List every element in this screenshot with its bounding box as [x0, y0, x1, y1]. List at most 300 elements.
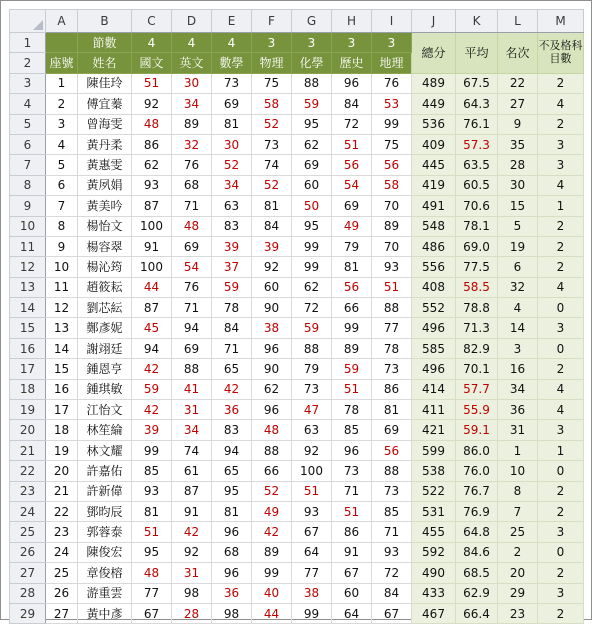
- cell-total[interactable]: 411: [412, 400, 456, 420]
- cell-score[interactable]: 73: [372, 481, 412, 501]
- cell-rank[interactable]: 9: [498, 114, 538, 134]
- cell-score[interactable]: 69: [332, 196, 372, 216]
- cell-score[interactable]: 51: [132, 522, 172, 542]
- row-header[interactable]: 20: [10, 420, 46, 440]
- cell-score[interactable]: 59: [292, 318, 332, 338]
- cell-score[interactable]: 79: [332, 236, 372, 256]
- cell-score[interactable]: 93: [372, 542, 412, 562]
- cell-name[interactable]: 鍾恩亨: [78, 359, 132, 379]
- cell-subject-chinese[interactable]: 國文: [132, 53, 172, 73]
- cell-score[interactable]: 83: [212, 216, 252, 236]
- cell-fail-count[interactable]: 4: [538, 400, 584, 420]
- cell-rank[interactable]: 5: [498, 216, 538, 236]
- cell-fail-count[interactable]: 2: [538, 481, 584, 501]
- cell-seat[interactable]: 2: [46, 94, 78, 114]
- cell-score[interactable]: 76: [172, 277, 212, 297]
- cell-average[interactable]: 64.3: [456, 94, 498, 114]
- cell-rank-header[interactable]: 名次: [498, 33, 538, 74]
- column-header-k[interactable]: K: [456, 10, 498, 33]
- cell-seat[interactable]: 21: [46, 481, 78, 501]
- cell-score[interactable]: 56: [372, 155, 412, 175]
- cell-score[interactable]: 63: [212, 196, 252, 216]
- cell-score[interactable]: 71: [332, 481, 372, 501]
- cell-total[interactable]: 421: [412, 420, 456, 440]
- cell-score[interactable]: 89: [172, 114, 212, 134]
- cell-seat[interactable]: 13: [46, 318, 78, 338]
- cell-score[interactable]: 50: [292, 196, 332, 216]
- cell-score[interactable]: 91: [172, 501, 212, 521]
- cell-total[interactable]: 496: [412, 359, 456, 379]
- cell-total-header[interactable]: 總分: [412, 33, 456, 74]
- cell-seat[interactable]: 5: [46, 155, 78, 175]
- cell-score[interactable]: 93: [292, 501, 332, 521]
- cell-average[interactable]: 59.1: [456, 420, 498, 440]
- cell-average[interactable]: 57.3: [456, 134, 498, 154]
- cell-fail-count[interactable]: 2: [538, 73, 584, 93]
- cell-rank[interactable]: 1: [498, 440, 538, 460]
- cell-score[interactable]: 95: [212, 481, 252, 501]
- cell-score[interactable]: 64: [332, 603, 372, 623]
- cell-score[interactable]: 90: [252, 359, 292, 379]
- cell-rank[interactable]: 28: [498, 155, 538, 175]
- cell-seat[interactable]: 4: [46, 134, 78, 154]
- cell-score[interactable]: 49: [332, 216, 372, 236]
- cell-score[interactable]: 99: [332, 318, 372, 338]
- cell-fail-count[interactable]: 0: [538, 461, 584, 481]
- cell-score[interactable]: 48: [252, 420, 292, 440]
- cell-score[interactable]: 88: [292, 73, 332, 93]
- row-header[interactable]: 22: [10, 461, 46, 481]
- column-header-m[interactable]: M: [538, 10, 584, 33]
- cell-total[interactable]: 445: [412, 155, 456, 175]
- cell-score[interactable]: 96: [212, 522, 252, 542]
- cell-total[interactable]: 585: [412, 338, 456, 358]
- cell-total[interactable]: 592: [412, 542, 456, 562]
- cell-score[interactable]: 58: [252, 94, 292, 114]
- cell-periods-chemistry[interactable]: 3: [292, 33, 332, 53]
- cell-score[interactable]: 100: [132, 216, 172, 236]
- cell-name[interactable]: 林文耀: [78, 440, 132, 460]
- cell-score[interactable]: 51: [332, 501, 372, 521]
- cell-name[interactable]: 江怡文: [78, 400, 132, 420]
- cell-name[interactable]: 楊怡文: [78, 216, 132, 236]
- cell-name[interactable]: 游重雲: [78, 583, 132, 603]
- column-header-g[interactable]: G: [292, 10, 332, 33]
- cell-name[interactable]: 鍾琪敏: [78, 379, 132, 399]
- cell-score[interactable]: 84: [252, 216, 292, 236]
- cell-score[interactable]: 91: [332, 542, 372, 562]
- cell-score[interactable]: 90: [252, 298, 292, 318]
- row-header[interactable]: 8: [10, 175, 46, 195]
- cell-score[interactable]: 94: [212, 440, 252, 460]
- row-header[interactable]: 27: [10, 563, 46, 583]
- cell-score[interactable]: 73: [212, 73, 252, 93]
- cell-score[interactable]: 53: [372, 94, 412, 114]
- cell-score[interactable]: 88: [372, 298, 412, 318]
- cell-average[interactable]: 70.1: [456, 359, 498, 379]
- cell-score[interactable]: 96: [252, 338, 292, 358]
- cell-subject-history[interactable]: 歷史: [332, 53, 372, 73]
- cell-average[interactable]: 76.0: [456, 461, 498, 481]
- cell-total[interactable]: 556: [412, 257, 456, 277]
- cell-score[interactable]: 51: [132, 73, 172, 93]
- cell-score[interactable]: 45: [132, 318, 172, 338]
- row-header[interactable]: 9: [10, 196, 46, 216]
- row-header[interactable]: 26: [10, 542, 46, 562]
- cell-name[interactable]: 趙筱耘: [78, 277, 132, 297]
- cell-rank[interactable]: 29: [498, 583, 538, 603]
- cell-score[interactable]: 44: [252, 603, 292, 623]
- cell-score[interactable]: 42: [132, 400, 172, 420]
- cell-subject-english[interactable]: 英文: [172, 53, 212, 73]
- cell-average-header[interactable]: 平均: [456, 33, 498, 74]
- cell-score[interactable]: 99: [372, 114, 412, 134]
- cell-average[interactable]: 70.6: [456, 196, 498, 216]
- cell-score[interactable]: 81: [212, 501, 252, 521]
- cell-score[interactable]: 69: [372, 420, 412, 440]
- cell-name[interactable]: 鄭彥妮: [78, 318, 132, 338]
- column-header-l[interactable]: L: [498, 10, 538, 33]
- cell-score[interactable]: 51: [332, 134, 372, 154]
- cell-score[interactable]: 92: [292, 440, 332, 460]
- cell-score[interactable]: 88: [172, 359, 212, 379]
- row-header[interactable]: 12: [10, 257, 46, 277]
- cell-name[interactable]: 黃美吟: [78, 196, 132, 216]
- cell-score[interactable]: 99: [132, 440, 172, 460]
- cell-rank[interactable]: 14: [498, 318, 538, 338]
- cell-fail-count[interactable]: 4: [538, 94, 584, 114]
- cell-score[interactable]: 59: [292, 94, 332, 114]
- cell-rank[interactable]: 30: [498, 175, 538, 195]
- cell-fail-count-header[interactable]: 不及格科目數: [538, 33, 584, 74]
- cell-rank[interactable]: 22: [498, 73, 538, 93]
- cell-score[interactable]: 94: [172, 318, 212, 338]
- cell-score[interactable]: 48: [132, 563, 172, 583]
- cell-score[interactable]: 85: [332, 420, 372, 440]
- row-header[interactable]: 21: [10, 440, 46, 460]
- cell-score[interactable]: 47: [292, 400, 332, 420]
- cell-name[interactable]: 曾海雯: [78, 114, 132, 134]
- cell-rank[interactable]: 3: [498, 338, 538, 358]
- cell-name[interactable]: 鄧昀辰: [78, 501, 132, 521]
- cell-seat[interactable]: 9: [46, 236, 78, 256]
- cell-score[interactable]: 52: [212, 155, 252, 175]
- column-header-e[interactable]: E: [212, 10, 252, 33]
- cell-name[interactable]: 陳佳玲: [78, 73, 132, 93]
- cell-score[interactable]: 79: [292, 359, 332, 379]
- cell-score[interactable]: 30: [212, 134, 252, 154]
- cell-fail-count[interactable]: 4: [538, 379, 584, 399]
- cell-score[interactable]: 65: [212, 461, 252, 481]
- cell-total[interactable]: 455: [412, 522, 456, 542]
- cell-name[interactable]: 黃惠雯: [78, 155, 132, 175]
- cell-periods-english[interactable]: 4: [172, 33, 212, 53]
- cell-rank[interactable]: 23: [498, 603, 538, 623]
- cell-subject-chemistry[interactable]: 化學: [292, 53, 332, 73]
- cell-score[interactable]: 81: [132, 501, 172, 521]
- cell-score[interactable]: 60: [332, 583, 372, 603]
- cell-seat[interactable]: 10: [46, 257, 78, 277]
- cell-rank[interactable]: 34: [498, 379, 538, 399]
- cell-score[interactable]: 81: [252, 196, 292, 216]
- cell-seat[interactable]: 14: [46, 338, 78, 358]
- cell-name[interactable]: 楊容翠: [78, 236, 132, 256]
- cell-fail-count[interactable]: 3: [538, 583, 584, 603]
- cell-score[interactable]: 62: [292, 134, 332, 154]
- cell-fail-count[interactable]: 1: [538, 196, 584, 216]
- cell-average[interactable]: 69.0: [456, 236, 498, 256]
- cell-total[interactable]: 408: [412, 277, 456, 297]
- cell-seat[interactable]: 11: [46, 277, 78, 297]
- row-header[interactable]: 19: [10, 400, 46, 420]
- cell-fail-count[interactable]: 3: [538, 318, 584, 338]
- row-header[interactable]: 10: [10, 216, 46, 236]
- cell-fail-count[interactable]: 1: [538, 440, 584, 460]
- cell-periods-history[interactable]: 3: [332, 33, 372, 53]
- cell-score[interactable]: 75: [252, 73, 292, 93]
- cell-score[interactable]: 58: [372, 175, 412, 195]
- cell-fail-count[interactable]: 0: [538, 542, 584, 562]
- cell-fail-count[interactable]: 3: [538, 155, 584, 175]
- cell-score[interactable]: 38: [292, 583, 332, 603]
- cell-score[interactable]: 87: [132, 298, 172, 318]
- cell-score[interactable]: 98: [172, 583, 212, 603]
- cell-score[interactable]: 62: [292, 277, 332, 297]
- cell-name[interactable]: 黃夙娟: [78, 175, 132, 195]
- cell-score[interactable]: 93: [372, 257, 412, 277]
- cell-name[interactable]: 林笙綸: [78, 420, 132, 440]
- cell-score[interactable]: 67: [332, 563, 372, 583]
- cell-seat[interactable]: 17: [46, 400, 78, 420]
- row-header[interactable]: 7: [10, 155, 46, 175]
- cell-score[interactable]: 89: [252, 542, 292, 562]
- cell-score[interactable]: 65: [212, 359, 252, 379]
- cell-score[interactable]: 59: [212, 277, 252, 297]
- cell-average[interactable]: 55.9: [456, 400, 498, 420]
- cell-fail-count[interactable]: 2: [538, 359, 584, 379]
- cell-average[interactable]: 86.0: [456, 440, 498, 460]
- cell-score[interactable]: 67: [372, 603, 412, 623]
- column-header-b[interactable]: B: [78, 10, 132, 33]
- cell-total[interactable]: 531: [412, 501, 456, 521]
- cell-total[interactable]: 414: [412, 379, 456, 399]
- cell-score[interactable]: 39: [252, 236, 292, 256]
- cell-periods-chinese[interactable]: 4: [132, 33, 172, 53]
- cell-seat[interactable]: 6: [46, 175, 78, 195]
- cell-score[interactable]: 44: [132, 277, 172, 297]
- cell-subject-geography[interactable]: 地理: [372, 53, 412, 73]
- cell-seat[interactable]: 12: [46, 298, 78, 318]
- cell-score[interactable]: 39: [212, 236, 252, 256]
- cell-name[interactable]: 黃中彥: [78, 603, 132, 623]
- cell-total[interactable]: 496: [412, 318, 456, 338]
- cell-score[interactable]: 72: [372, 563, 412, 583]
- cell-score[interactable]: 42: [252, 522, 292, 542]
- row-header[interactable]: 28: [10, 583, 46, 603]
- cell-seat[interactable]: 23: [46, 522, 78, 542]
- cell-average[interactable]: 57.7: [456, 379, 498, 399]
- cell-rank[interactable]: 27: [498, 94, 538, 114]
- cell-score[interactable]: 70: [372, 196, 412, 216]
- cell-fail-count[interactable]: 3: [538, 420, 584, 440]
- cell-score[interactable]: 77: [372, 318, 412, 338]
- cell-score[interactable]: 100: [292, 461, 332, 481]
- cell-score[interactable]: 85: [372, 501, 412, 521]
- cell-score[interactable]: 56: [332, 277, 372, 297]
- cell-name[interactable]: 黃丹柔: [78, 134, 132, 154]
- cell-total[interactable]: 548: [412, 216, 456, 236]
- cell-average[interactable]: 76.1: [456, 114, 498, 134]
- cell-rank[interactable]: 8: [498, 481, 538, 501]
- cell-score[interactable]: 95: [132, 542, 172, 562]
- cell-name[interactable]: 章俊榕: [78, 563, 132, 583]
- cell-score[interactable]: 81: [372, 400, 412, 420]
- row-header[interactable]: 16: [10, 338, 46, 358]
- cell-blank[interactable]: [46, 33, 78, 53]
- cell-total[interactable]: 522: [412, 481, 456, 501]
- row-header[interactable]: 4: [10, 94, 46, 114]
- cell-rank[interactable]: 35: [498, 134, 538, 154]
- cell-score[interactable]: 56: [372, 440, 412, 460]
- cell-score[interactable]: 89: [372, 216, 412, 236]
- cell-rank[interactable]: 36: [498, 400, 538, 420]
- cell-score[interactable]: 60: [252, 277, 292, 297]
- cell-score[interactable]: 69: [172, 236, 212, 256]
- row-header[interactable]: 1: [10, 33, 46, 53]
- cell-name[interactable]: 陳俊宏: [78, 542, 132, 562]
- cell-average[interactable]: 66.4: [456, 603, 498, 623]
- cell-fail-count[interactable]: 3: [538, 134, 584, 154]
- cell-score[interactable]: 88: [292, 338, 332, 358]
- cell-score[interactable]: 63: [292, 420, 332, 440]
- cell-name-header[interactable]: 姓名: [78, 53, 132, 73]
- cell-score[interactable]: 36: [212, 583, 252, 603]
- cell-seat[interactable]: 8: [46, 216, 78, 236]
- cell-seat[interactable]: 16: [46, 379, 78, 399]
- cell-score[interactable]: 62: [252, 379, 292, 399]
- cell-score[interactable]: 69: [292, 155, 332, 175]
- cell-score[interactable]: 69: [172, 338, 212, 358]
- row-header[interactable]: 2: [10, 53, 46, 73]
- cell-name[interactable]: 謝翊廷: [78, 338, 132, 358]
- cell-score[interactable]: 69: [212, 94, 252, 114]
- cell-periods-math[interactable]: 4: [212, 33, 252, 53]
- cell-score[interactable]: 76: [372, 73, 412, 93]
- cell-rank[interactable]: 2: [498, 542, 538, 562]
- cell-score[interactable]: 31: [172, 400, 212, 420]
- cell-rank[interactable]: 7: [498, 501, 538, 521]
- cell-score[interactable]: 30: [172, 73, 212, 93]
- cell-average[interactable]: 63.5: [456, 155, 498, 175]
- column-header-f[interactable]: F: [252, 10, 292, 33]
- cell-seat[interactable]: 24: [46, 542, 78, 562]
- cell-seat-header[interactable]: 座號: [46, 53, 78, 73]
- cell-seat[interactable]: 20: [46, 461, 78, 481]
- cell-fail-count[interactable]: 2: [538, 114, 584, 134]
- row-header[interactable]: 24: [10, 501, 46, 521]
- cell-average[interactable]: 58.5: [456, 277, 498, 297]
- cell-periods-label[interactable]: 節數: [78, 33, 132, 53]
- cell-average[interactable]: 62.9: [456, 583, 498, 603]
- cell-rank[interactable]: 19: [498, 236, 538, 256]
- row-header[interactable]: 14: [10, 298, 46, 318]
- cell-fail-count[interactable]: 3: [538, 522, 584, 542]
- cell-fail-count[interactable]: 0: [538, 338, 584, 358]
- cell-score[interactable]: 87: [172, 481, 212, 501]
- cell-score[interactable]: 62: [132, 155, 172, 175]
- row-header[interactable]: 18: [10, 379, 46, 399]
- cell-score[interactable]: 93: [132, 481, 172, 501]
- row-header[interactable]: 5: [10, 114, 46, 134]
- cell-total[interactable]: 536: [412, 114, 456, 134]
- cell-average[interactable]: 78.8: [456, 298, 498, 318]
- cell-score[interactable]: 68: [212, 542, 252, 562]
- cell-average[interactable]: 76.7: [456, 481, 498, 501]
- cell-score[interactable]: 76: [172, 155, 212, 175]
- cell-average[interactable]: 84.6: [456, 542, 498, 562]
- cell-score[interactable]: 56: [332, 155, 372, 175]
- cell-score[interactable]: 52: [252, 114, 292, 134]
- cell-score[interactable]: 86: [372, 379, 412, 399]
- cell-score[interactable]: 88: [372, 461, 412, 481]
- cell-name[interactable]: 楊沁筠: [78, 257, 132, 277]
- cell-total[interactable]: 538: [412, 461, 456, 481]
- cell-score[interactable]: 42: [172, 522, 212, 542]
- cell-score[interactable]: 48: [172, 216, 212, 236]
- cell-score[interactable]: 99: [292, 236, 332, 256]
- cell-score[interactable]: 51: [372, 277, 412, 297]
- cell-score[interactable]: 66: [252, 461, 292, 481]
- cell-score[interactable]: 96: [332, 440, 372, 460]
- cell-subject-math[interactable]: 數學: [212, 53, 252, 73]
- cell-score[interactable]: 88: [252, 440, 292, 460]
- cell-score[interactable]: 42: [212, 379, 252, 399]
- cell-score[interactable]: 77: [132, 583, 172, 603]
- cell-total[interactable]: 599: [412, 440, 456, 460]
- row-header[interactable]: 15: [10, 318, 46, 338]
- cell-total[interactable]: 491: [412, 196, 456, 216]
- cell-score[interactable]: 99: [292, 603, 332, 623]
- cell-rank[interactable]: 16: [498, 359, 538, 379]
- cell-rank[interactable]: 4: [498, 298, 538, 318]
- cell-score[interactable]: 64: [292, 542, 332, 562]
- cell-score[interactable]: 42: [132, 359, 172, 379]
- cell-fail-count[interactable]: 2: [538, 603, 584, 623]
- cell-name[interactable]: 許嘉佑: [78, 461, 132, 481]
- cell-rank[interactable]: 32: [498, 277, 538, 297]
- cell-score[interactable]: 73: [332, 461, 372, 481]
- cell-rank[interactable]: 6: [498, 257, 538, 277]
- cell-seat[interactable]: 1: [46, 73, 78, 93]
- column-header-a[interactable]: A: [46, 10, 78, 33]
- cell-score[interactable]: 48: [132, 114, 172, 134]
- cell-score[interactable]: 36: [212, 400, 252, 420]
- column-header-h[interactable]: H: [332, 10, 372, 33]
- cell-periods-geography[interactable]: 3: [372, 33, 412, 53]
- cell-score[interactable]: 60: [292, 175, 332, 195]
- cell-score[interactable]: 73: [292, 379, 332, 399]
- cell-score[interactable]: 89: [332, 338, 372, 358]
- cell-score[interactable]: 71: [212, 338, 252, 358]
- cell-fail-count[interactable]: 2: [538, 501, 584, 521]
- cell-average[interactable]: 82.9: [456, 338, 498, 358]
- cell-score[interactable]: 95: [292, 114, 332, 134]
- cell-fail-count[interactable]: 2: [538, 563, 584, 583]
- cell-score[interactable]: 41: [172, 379, 212, 399]
- cell-score[interactable]: 51: [292, 481, 332, 501]
- cell-score[interactable]: 87: [132, 196, 172, 216]
- cell-average[interactable]: 68.5: [456, 563, 498, 583]
